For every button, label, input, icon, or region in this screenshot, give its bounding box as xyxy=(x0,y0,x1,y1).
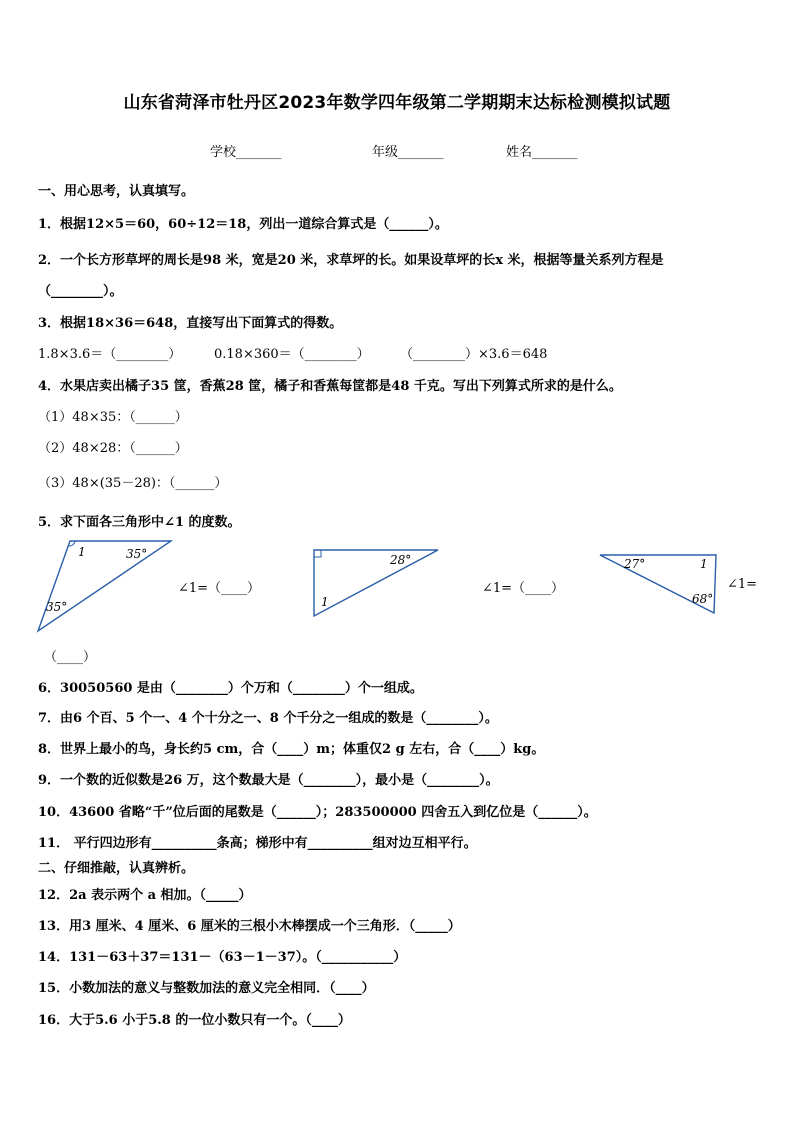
triangle-2-right-angle-mark xyxy=(314,550,321,557)
triangle-1-angle-bottom: 35° xyxy=(46,600,68,614)
question-8: 8．世界上最小的鸟，身长约5 cm，合（____）m；体重仅2 g 左右，合（____）kg。 xyxy=(38,742,545,757)
question-3: 3．根据18×36＝648，直接写出下面算式的得数。 xyxy=(38,316,343,331)
question-11: 11． 平行四边形有__________条高；梯形中有__________组对边互相平行。 xyxy=(38,836,477,851)
question-5: 5．求下面各三角形中∠1 的度数。 xyxy=(38,515,241,530)
grade-field: 年级_______ xyxy=(372,145,444,160)
question-4-item-1: （1）48×35：（______） xyxy=(38,410,188,425)
school-field: 学校_______ xyxy=(210,145,282,160)
triangle-1-angle-1: 1 xyxy=(78,545,86,559)
name-field: 姓名_______ xyxy=(506,145,578,160)
question-6: 6．30050560 是由（________）个万和（________）个一组成。 xyxy=(38,681,423,696)
section-1-heading: 一、用心思考，认真填写。 xyxy=(38,184,195,199)
question-13: 13．用3 厘米、4 厘米、6 厘米的三根小木棒摆成一个三角形．（_____） xyxy=(38,919,461,934)
triangle-1-figure xyxy=(34,536,176,636)
question-4-item-3: （3）48×(35－28)：（______） xyxy=(38,476,228,491)
triangle-2-angle-1: 1 xyxy=(321,595,329,609)
question-7: 7．由6 个百、5 个一、4 个十分之一、8 个千分之一组成的数是（________）。 xyxy=(38,711,498,726)
page-title: 山东省菏泽市牡丹区2023年数学四年级第二学期期末达标检测模拟试题 xyxy=(123,93,671,113)
question-9: 9．一个数的近似数是26 万，这个数最大是（________），最小是（________）。 xyxy=(38,773,499,788)
question-12: 12．2a 表示两个 a 相加。（_____） xyxy=(38,888,252,903)
question-5-answer-1: ∠1=（____） xyxy=(178,581,261,596)
triangle-3-angle-27: 27° xyxy=(624,557,646,571)
question-5-answer-3: ∠1= xyxy=(727,577,758,592)
question-5-answer-2: ∠1=（____） xyxy=(482,581,565,596)
triangle-1-angle-top-right: 35° xyxy=(126,547,148,561)
section-2-heading: 二、仔细推敲，认真辨析。 xyxy=(38,861,195,876)
question-4: 4．水果店卖出橘子35 筐，香蕉28 筐，橘子和香蕉每筐都是48 千克。写出下列算式所求的是什么。 xyxy=(38,379,622,394)
question-3-item-b: 0.18×360＝（________） xyxy=(214,347,370,362)
question-4-item-2: （2）48×28：（______） xyxy=(38,441,188,456)
question-3-item-c: （________）×3.6＝648 xyxy=(400,347,548,362)
triangle-2-angle-28: 28° xyxy=(390,553,412,567)
question-15: 15．小数加法的意义与整数加法的意义完全相同．（____） xyxy=(38,981,375,996)
question-3-item-a: 1.8×3.6＝（________） xyxy=(38,347,182,362)
question-10: 10．43600 省略“千”位后面的尾数是（______）；283500000 四舍五入到亿位是（______）。 xyxy=(38,805,597,820)
triangle-2-shape xyxy=(314,550,438,616)
question-5-answer-3-blank: （____） xyxy=(44,650,97,665)
question-1: 1．根据12×5＝60，60÷12＝18，列出一道综合算式是（______）。 xyxy=(38,217,448,232)
triangle-3-angle-68: 68° xyxy=(692,592,714,606)
question-2-line-2: （________）。 xyxy=(38,284,123,299)
triangle-3-angle-1: 1 xyxy=(700,557,708,571)
triangle-1-shape xyxy=(38,541,171,631)
question-14: 14．131－63＋37＝131－（63－1－37）。（___________） xyxy=(38,950,407,965)
triangle-3-figure xyxy=(596,551,722,617)
triangle-2-figure xyxy=(310,546,442,620)
question-2-line-1: 2．一个长方形草坪的周长是98 米，宽是20 米，求草坪的长。如果设草坪的长x 米，根据等量关系列方程是 xyxy=(38,253,664,268)
question-16: 16．大于5.6 小于5.8 的一位小数只有一个。（____） xyxy=(38,1013,351,1028)
